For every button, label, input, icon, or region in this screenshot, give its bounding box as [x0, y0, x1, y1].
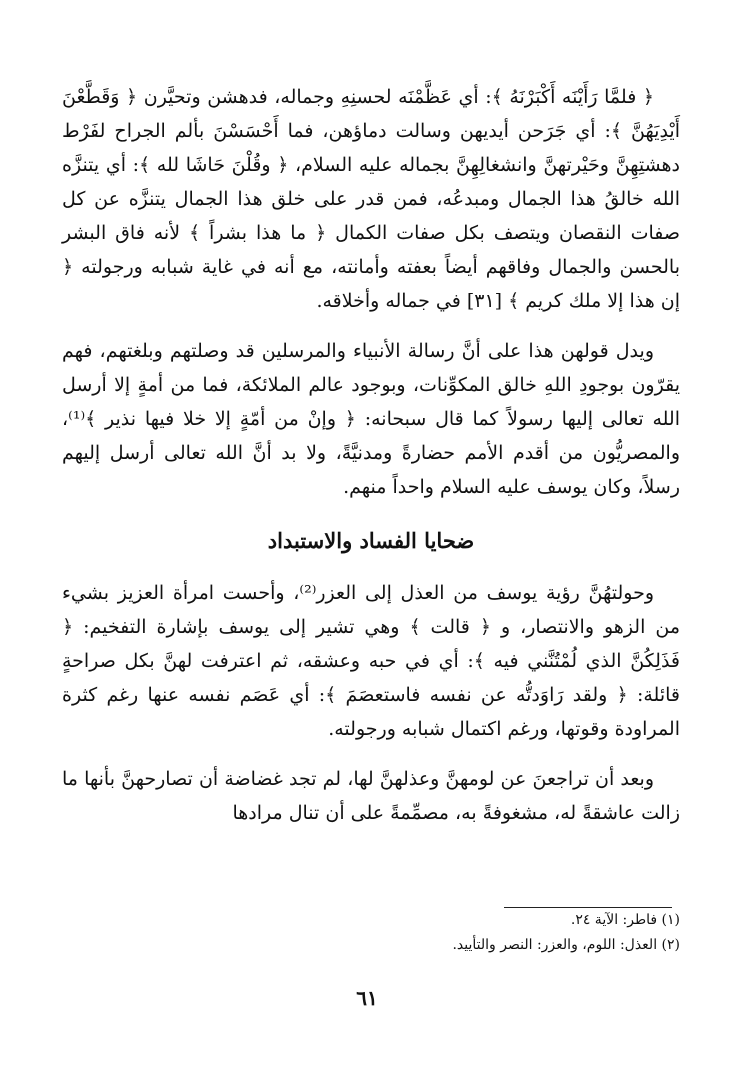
- footnote-1: (١) فاطر: الآية ٢٤.: [570, 912, 680, 928]
- paragraph-1: ﴿ فلمَّا رَأَيْنَه أَكْبَرْنَهُ ﴾: أي عَظَّمْنَه لحسنِهِ وجماله، فدهشن وتحيَّرن ﴿ وَقَطَّعْنَ أَيْدِيَهُنَّ ﴾: أي جَرَحن أيديهن وسالت دماؤهن، فما أَحْسَسْنَ بألم الجراح لفَرْط دهشتِهِنَّ وحَيْرتهنَّ وانشغالِهِنَّ بجماله عليه السلام، ﴿ وقُلْنَ حَاشَا لله ﴾: أي يتنزَّه الله خالقُ هذا الجمال ومبدعُه، فمن قدر على خلق هذا الجمال يتنزَّه عن كل صفات النقصان ويتصف بكل صفات الكمال ﴿ ما هذا بشراً ﴾ لأنه فاق البشر بالحسن والجمال وفاقهم أيضاً بعفته وأمانته، مع أنه في غاية شبابه ورجولته ﴿ إن هذا إلا ملك كريم ﴾ [٣١] في جماله وأخلاقه.: [62, 86, 680, 312]
- footnotes: [62, 908, 680, 958]
- paragraph-2: ويدل قولهن هذا على أنَّ رسالة الأنبياء والمرسلين قد وصلتهم وبلغتهم، فهم يقرّون بوجودِ اللهِ خالق المكوِّنات، وبوجود عالم الملائكة، فما من أمةٍ إلا أرسل الله تعالى إليها رسولاً كما قال سبحانه: ﴿ وإنْ من أمّةٍ إلا خلا فيها نذير ﴾⁽¹⁾، والمصريُّون من أقدم الأمم حضارةً ومدنيَّةً، ولا بد أنَّ الله تعالى أرسل إليهم رسلاً، وكان يوسف عليه السلام واحداً منهم.: [62, 340, 680, 498]
- page-number: ٦١: [356, 986, 378, 1010]
- paragraph-4: وبعد أن تراجعنَ عن لومهنَّ وعذلهنَّ لها، لم تجد غضاضة أن تصارحهنَّ بأنها ما زالت عاشقةً له، مشغوفةً به، مصمِّمةً على أن تنال مرادها: [62, 768, 680, 824]
- page-body: [62, 80, 680, 846]
- footnote-2: (٢) العذل: اللوم، والعزر: النصر والتأييد.: [452, 937, 680, 953]
- paragraph-3: وحولتهُنَّ رؤية يوسف من العذل إلى العزر⁽²⁾، وأحست امرأة العزيز بشيء من الزهو والانتصار، و ﴿ قالت ﴾ وهي تشير إلى يوسف بإشارة التفخيم: ﴿ فَذَلِكُنَّ الذي لُمْتُنَّني فيه ﴾: أي في حبه وعشقه، ثم اعترفت لهنَّ بكل صراحةٍ قائلة: ﴿ ولقد رَاوَدتُّه عن نفسه فاستعصَمَ ﴾: أي عَصَم نفسه عنها رغم كثرة المراودة وقوتها، ورغم اكتمال شبابه ورجولته.: [62, 582, 680, 740]
- section-title: ضحايا الفساد والاستبداد: [267, 528, 475, 553]
